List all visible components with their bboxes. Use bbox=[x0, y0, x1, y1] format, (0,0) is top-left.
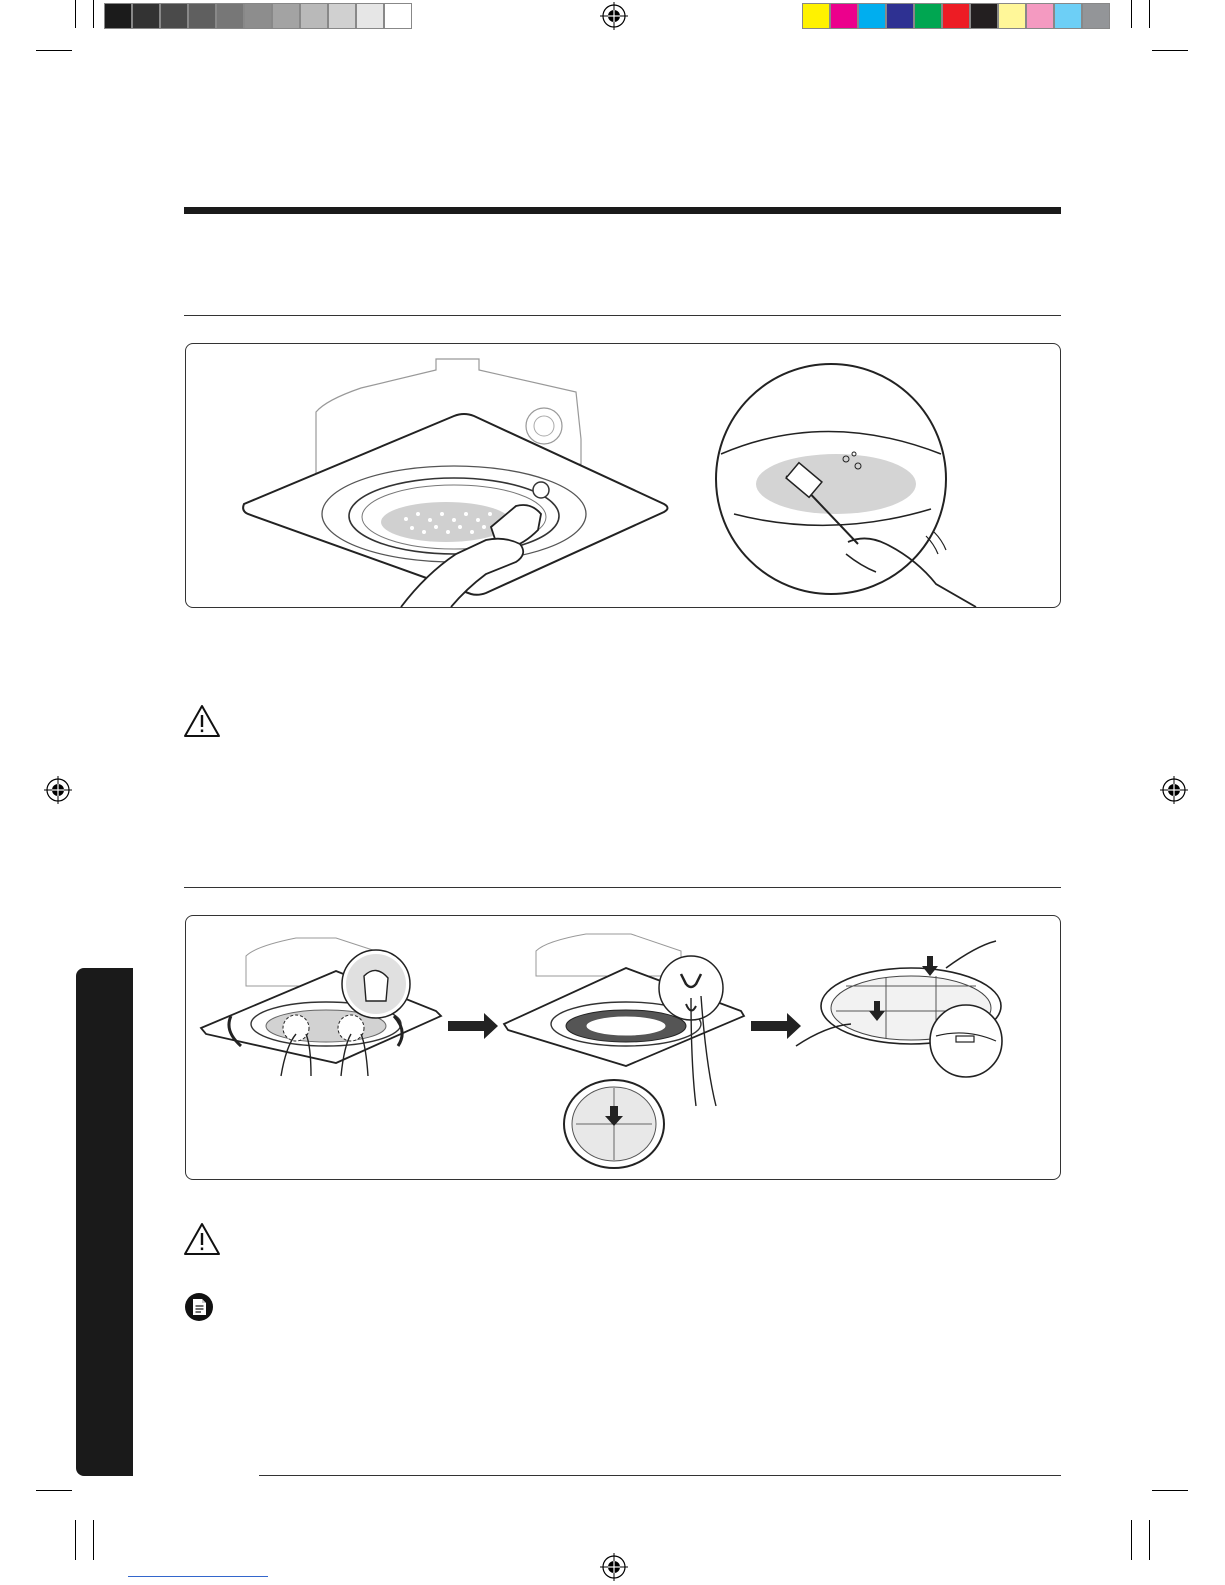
crop-mark bbox=[1131, 0, 1132, 28]
crop-mark bbox=[1149, 1520, 1150, 1560]
registration-mark-icon bbox=[44, 776, 72, 804]
calibration-swatch bbox=[802, 3, 830, 29]
illustration-panel-filter bbox=[185, 915, 1061, 1180]
calibration-swatch bbox=[1082, 3, 1110, 29]
calibration-swatch bbox=[104, 3, 132, 29]
calibration-swatch bbox=[300, 3, 328, 29]
calibration-swatch bbox=[998, 3, 1026, 29]
calibration-swatch bbox=[1026, 3, 1054, 29]
crop-mark bbox=[75, 1520, 76, 1560]
calibration-swatch bbox=[942, 3, 970, 29]
calibration-swatch bbox=[244, 3, 272, 29]
crop-mark bbox=[36, 50, 72, 51]
crop-mark bbox=[1149, 0, 1150, 28]
right-arrow-icon bbox=[751, 1013, 801, 1039]
subsection-rule bbox=[184, 315, 1061, 316]
footer-rule bbox=[259, 1475, 1061, 1476]
cleaning-illustration bbox=[186, 344, 1060, 607]
calibration-swatch bbox=[216, 3, 244, 29]
calibration-swatch bbox=[328, 3, 356, 29]
warning-triangle-icon bbox=[183, 704, 221, 738]
calibration-swatch bbox=[356, 3, 384, 29]
calibration-swatch bbox=[384, 3, 412, 29]
chapter-side-tab bbox=[76, 968, 133, 1476]
section-heading-rule bbox=[184, 207, 1061, 214]
crop-mark bbox=[36, 1490, 72, 1491]
calibration-swatch bbox=[914, 3, 942, 29]
calibration-swatch bbox=[858, 3, 886, 29]
registration-mark-icon bbox=[600, 1553, 628, 1581]
warning-triangle-icon bbox=[183, 1222, 221, 1256]
crop-mark bbox=[1152, 50, 1188, 51]
calibration-swatch bbox=[188, 3, 216, 29]
calibration-swatch bbox=[160, 3, 188, 29]
bottom-link-line bbox=[128, 1576, 268, 1577]
crop-mark bbox=[93, 0, 94, 28]
calibration-swatch bbox=[886, 3, 914, 29]
crop-mark bbox=[93, 1520, 94, 1560]
calibration-swatch bbox=[132, 3, 160, 29]
crop-mark bbox=[75, 0, 76, 28]
calibration-swatch bbox=[1054, 3, 1082, 29]
right-arrow-icon bbox=[448, 1013, 498, 1039]
note-document-icon bbox=[184, 1292, 214, 1322]
calibration-swatch bbox=[272, 3, 300, 29]
subsection-rule bbox=[184, 887, 1061, 888]
crop-mark bbox=[1131, 1520, 1132, 1560]
filter-removal-illustration bbox=[186, 916, 1060, 1179]
registration-mark-icon bbox=[600, 2, 628, 30]
registration-mark-icon bbox=[1160, 776, 1188, 804]
calibration-swatch bbox=[830, 3, 858, 29]
calibration-swatch bbox=[970, 3, 998, 29]
crop-mark bbox=[1152, 1490, 1188, 1491]
illustration-panel-cleaning bbox=[185, 343, 1061, 608]
